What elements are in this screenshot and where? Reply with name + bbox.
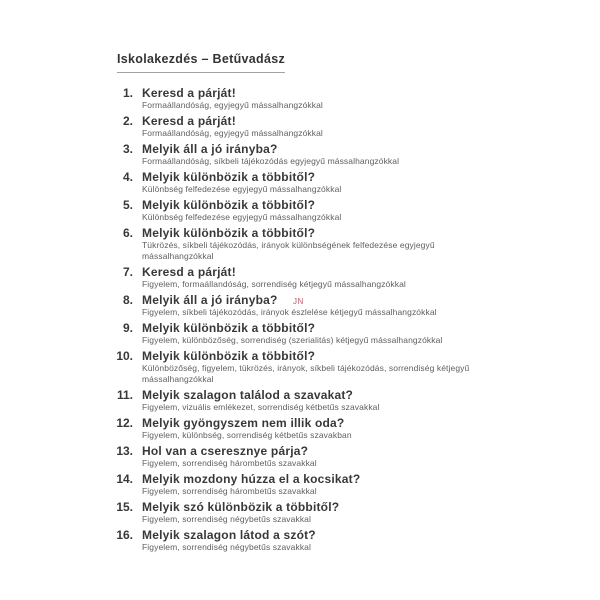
item-title bbox=[142, 293, 492, 307]
item-number: 10. bbox=[116, 349, 133, 363]
item-title bbox=[142, 416, 492, 430]
item-body bbox=[142, 444, 492, 469]
item-subtitle: Formaállandóság, egyjegyű mássalhangzókkal bbox=[142, 128, 323, 138]
item-subtitle: Figyelem, sorrendiség hárombetűs szavakkal bbox=[142, 486, 317, 496]
item-subtitle: Tükrözés, síkbeli tájékozódás, irányok különbségének felfedezése egyjegyű mássalhangzókkal bbox=[142, 240, 435, 261]
list-item bbox=[112, 142, 494, 167]
item-number: 7. bbox=[122, 265, 133, 279]
item-title-text: Melyik különbözik a többitől? bbox=[142, 321, 316, 335]
item-title bbox=[142, 170, 492, 184]
item-body bbox=[142, 472, 492, 497]
item-subtitle: Formaállandóság, síkbeli tájékozódás egyjegyű mássalhangzókkal bbox=[142, 156, 400, 166]
list-item bbox=[112, 170, 494, 195]
list-item bbox=[112, 444, 494, 469]
item-subtitle: Figyelem, sorrendiség hárombetűs szavakkal bbox=[142, 458, 317, 468]
list-item bbox=[112, 500, 494, 525]
item-subtitle: Különbség felfedezése egyjegyű mássalhangzókkal bbox=[142, 212, 342, 222]
item-subtitle: Figyelem, különbözőség, sorrendiség (szerialitás) kétjegyű mássalhangzókkal bbox=[142, 335, 443, 345]
item-title bbox=[142, 388, 492, 402]
item-title bbox=[142, 226, 492, 240]
item-title-text: Keresd a párját! bbox=[142, 86, 236, 100]
item-subtitle: Különbözőség, figyelem, tükrözés, irányok, síkbeli tájékozódás, sorrendiség kétjegyű mássalhangzókkal bbox=[142, 363, 470, 384]
item-number: 15. bbox=[116, 500, 133, 514]
item-title bbox=[142, 198, 492, 212]
item-number: 11. bbox=[116, 388, 133, 402]
list-item bbox=[112, 321, 494, 346]
item-subtitle: Figyelem, különbség, sorrendiség kétbetűs szavakban bbox=[142, 430, 352, 440]
item-title bbox=[142, 500, 492, 514]
item-title-text: Melyik szó különbözik a többitől? bbox=[142, 500, 340, 514]
list-item bbox=[112, 114, 494, 139]
list-item bbox=[112, 265, 494, 290]
item-title-text: Melyik áll a jó irányba? bbox=[142, 142, 278, 156]
list-item bbox=[112, 226, 494, 262]
item-title bbox=[142, 265, 492, 279]
item-body bbox=[142, 198, 492, 223]
activity-list bbox=[112, 86, 494, 553]
item-number: 14. bbox=[116, 472, 133, 486]
item-number: 5. bbox=[122, 198, 133, 212]
item-title bbox=[142, 321, 492, 335]
item-title bbox=[142, 114, 492, 128]
item-number: 13. bbox=[116, 444, 133, 458]
item-number: 4. bbox=[122, 170, 133, 184]
item-subtitle: Különbség felfedezése egyjegyű mássalhangzókkal bbox=[142, 184, 342, 194]
item-subtitle: Figyelem, sorrendiség négybetűs szavakkal bbox=[142, 514, 311, 524]
item-number: 6. bbox=[122, 226, 133, 240]
item-title-text: Melyik különbözik a többitől? bbox=[142, 198, 316, 212]
item-subtitle: Formaállandóság, egyjegyű mássalhangzókkal bbox=[142, 100, 323, 110]
item-body bbox=[142, 293, 492, 318]
item-body bbox=[142, 528, 492, 553]
item-body bbox=[142, 321, 492, 346]
item-title bbox=[142, 444, 492, 458]
item-body bbox=[142, 142, 492, 167]
item-body bbox=[142, 86, 492, 111]
item-subtitle: Figyelem, vizuális emlékezet, sorrendiség kétbetűs szavakkal bbox=[142, 402, 380, 412]
item-title-text: Melyik szalagon látod a szót? bbox=[142, 528, 316, 542]
item-number: 9. bbox=[122, 321, 133, 335]
item-title-text: Keresd a párját! bbox=[142, 265, 236, 279]
item-subtitle: Figyelem, sorrendiség négybetűs szavakkal bbox=[142, 542, 311, 552]
list-item bbox=[112, 86, 494, 111]
list-item bbox=[112, 349, 494, 385]
item-body bbox=[142, 170, 492, 195]
item-number: 3. bbox=[122, 142, 133, 156]
list-item bbox=[112, 198, 494, 223]
item-subtitle: Figyelem, formaállandóság, sorrendiség kétjegyű mássalhangzókkal bbox=[142, 279, 406, 289]
item-number: 2. bbox=[122, 114, 133, 128]
item-title bbox=[142, 142, 492, 156]
page-title: Iskolakezdés – Betűvadász bbox=[117, 52, 285, 73]
item-body bbox=[142, 349, 492, 385]
item-title-text: Melyik különbözik a többitől? bbox=[142, 170, 316, 184]
list-item bbox=[112, 528, 494, 553]
list-item bbox=[112, 293, 494, 318]
item-title-text: Melyik szalagon találod a szavakat? bbox=[142, 388, 354, 402]
list-item bbox=[112, 472, 494, 497]
item-body bbox=[142, 416, 492, 441]
item-title bbox=[142, 86, 492, 100]
item-title-text: Melyik különbözik a többitől? bbox=[142, 349, 316, 363]
list-item bbox=[112, 416, 494, 441]
jn-watermark: JN bbox=[293, 297, 304, 306]
item-body bbox=[142, 265, 492, 290]
item-body bbox=[142, 388, 492, 413]
item-subtitle: Figyelem, síkbeli tájékozódás, irányok észlelése kétjegyű mássalhangzókkal bbox=[142, 307, 437, 317]
item-title-text: Melyik gyöngyszem nem illik oda? bbox=[142, 416, 345, 430]
item-body bbox=[142, 500, 492, 525]
item-title-text: Hol van a cseresznye párja? bbox=[142, 444, 309, 458]
item-number: 16. bbox=[116, 528, 133, 542]
item-title-text: Melyik különbözik a többitől? bbox=[142, 226, 316, 240]
item-title bbox=[142, 528, 492, 542]
item-number: 12. bbox=[116, 416, 133, 430]
document-content bbox=[112, 50, 494, 556]
item-number: 8. bbox=[122, 293, 133, 307]
list-item bbox=[112, 388, 494, 413]
item-title-text: Melyik áll a jó irányba? bbox=[142, 293, 278, 307]
item-title-text: Keresd a párját! bbox=[142, 114, 236, 128]
item-title bbox=[142, 349, 492, 363]
item-body bbox=[142, 114, 492, 139]
item-body bbox=[142, 226, 492, 262]
item-title bbox=[142, 472, 492, 486]
item-title-text: Melyik mozdony húzza el a kocsikat? bbox=[142, 472, 361, 486]
item-number: 1. bbox=[122, 86, 133, 100]
